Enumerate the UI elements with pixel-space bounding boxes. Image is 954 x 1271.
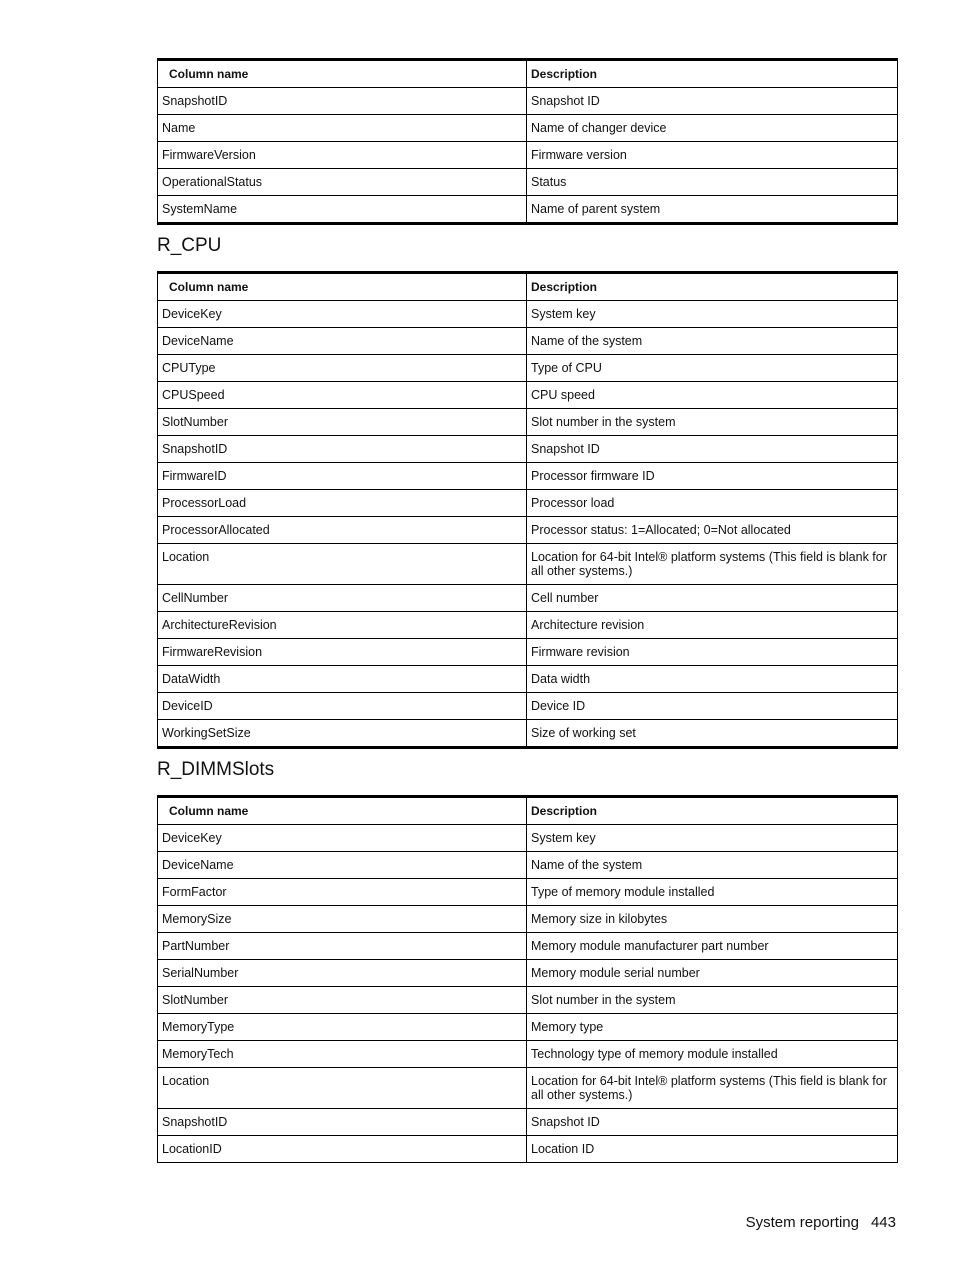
column-name-cell: SlotNumber — [158, 987, 527, 1014]
column-name-cell: OperationalStatus — [158, 169, 527, 196]
column-header: Column name — [158, 797, 527, 825]
table-row — [158, 517, 898, 544]
table-row — [158, 88, 898, 115]
column-name-cell: DeviceKey — [158, 301, 527, 328]
table-row — [158, 825, 898, 852]
description-cell: Memory size in kilobytes — [527, 906, 898, 933]
description-cell: Location for 64-bit Intel® platform systems (This field is blank for all other systems.) — [527, 1068, 898, 1109]
description-cell: Slot number in the system — [527, 409, 898, 436]
description-cell: Device ID — [527, 693, 898, 720]
table-row — [158, 720, 898, 748]
table-row — [158, 852, 898, 879]
table-row — [158, 169, 898, 196]
changer-table — [157, 58, 898, 225]
column-name-cell: SnapshotID — [158, 436, 527, 463]
description-cell: Name of changer device — [527, 115, 898, 142]
table-row — [158, 115, 898, 142]
description-cell: Architecture revision — [527, 612, 898, 639]
description-cell: System key — [527, 301, 898, 328]
r-cpu-table — [157, 271, 898, 749]
description-cell: Snapshot ID — [527, 1109, 898, 1136]
table-row — [158, 142, 898, 169]
table-row — [158, 987, 898, 1014]
description-cell: CPU speed — [527, 382, 898, 409]
column-name-cell: MemoryType — [158, 1014, 527, 1041]
column-name-cell: PartNumber — [158, 933, 527, 960]
table-row — [158, 879, 898, 906]
table-row — [158, 544, 898, 585]
column-name-cell: ArchitectureRevision — [158, 612, 527, 639]
description-cell: Type of CPU — [527, 355, 898, 382]
table-row — [158, 933, 898, 960]
description-cell: Memory type — [527, 1014, 898, 1041]
column-header: Description — [527, 273, 898, 301]
table-row — [158, 409, 898, 436]
column-name-cell: CPUType — [158, 355, 527, 382]
column-name-cell: Name — [158, 115, 527, 142]
table-row — [158, 196, 898, 224]
description-cell: Name of the system — [527, 328, 898, 355]
table-row — [158, 1109, 898, 1136]
column-name-cell: FirmwareVersion — [158, 142, 527, 169]
table-row — [158, 382, 898, 409]
table-row — [158, 328, 898, 355]
table-row — [158, 585, 898, 612]
description-cell: Status — [527, 169, 898, 196]
column-name-cell: Location — [158, 544, 527, 585]
column-header: Description — [527, 797, 898, 825]
table-row — [158, 355, 898, 382]
description-cell: System key — [527, 825, 898, 852]
column-header: Column name — [158, 60, 527, 88]
footer-section-name: System reporting — [745, 1214, 859, 1231]
column-name-cell: FormFactor — [158, 879, 527, 906]
section-title-r-cpu: R_CPU — [157, 235, 222, 256]
page-number: 443 — [870, 1214, 896, 1231]
table-row — [158, 463, 898, 490]
description-cell: Processor load — [527, 490, 898, 517]
column-name-cell: MemoryTech — [158, 1041, 527, 1068]
description-cell: Firmware revision — [527, 639, 898, 666]
description-cell: Firmware version — [527, 142, 898, 169]
description-cell: Name of parent system — [527, 196, 898, 224]
description-cell: Slot number in the system — [527, 987, 898, 1014]
column-name-cell: DeviceKey — [158, 825, 527, 852]
description-cell: Snapshot ID — [527, 436, 898, 463]
column-header: Description — [527, 60, 898, 88]
description-cell: Cell number — [527, 585, 898, 612]
table-row — [158, 612, 898, 639]
column-name-cell: CPUSpeed — [158, 382, 527, 409]
description-cell: Memory module serial number — [527, 960, 898, 987]
document-page — [157, 58, 897, 1163]
description-cell: Size of working set — [527, 720, 898, 748]
table-header-row — [158, 797, 898, 825]
column-name-cell: DeviceName — [158, 852, 527, 879]
column-name-cell: WorkingSetSize — [158, 720, 527, 748]
description-cell: Location ID — [527, 1136, 898, 1163]
description-cell: Technology type of memory module installed — [527, 1041, 898, 1068]
description-cell: Processor status: 1=Allocated; 0=Not allocated — [527, 517, 898, 544]
column-name-cell: Location — [158, 1068, 527, 1109]
page-footer — [746, 1214, 896, 1231]
table-row — [158, 490, 898, 517]
table-row — [158, 639, 898, 666]
column-name-cell: SystemName — [158, 196, 527, 224]
description-cell: Memory module manufacturer part number — [527, 933, 898, 960]
column-name-cell: CellNumber — [158, 585, 527, 612]
table-row — [158, 666, 898, 693]
section-title-r-dimmslots: R_DIMMSlots — [157, 759, 275, 780]
description-cell: Snapshot ID — [527, 88, 898, 115]
description-cell: Type of memory module installed — [527, 879, 898, 906]
table-row — [158, 960, 898, 987]
column-name-cell: DeviceID — [158, 693, 527, 720]
column-name-cell: FirmwareID — [158, 463, 527, 490]
description-cell: Processor firmware ID — [527, 463, 898, 490]
description-cell: Data width — [527, 666, 898, 693]
description-cell: Location for 64-bit Intel® platform systems (This field is blank for all other systems.) — [527, 544, 898, 585]
table-row — [158, 1041, 898, 1068]
table-header-row — [158, 60, 898, 88]
column-name-cell: DeviceName — [158, 328, 527, 355]
r-dimmslots-table — [157, 795, 898, 1163]
table-row — [158, 436, 898, 463]
column-name-cell: SlotNumber — [158, 409, 527, 436]
column-header: Column name — [158, 273, 527, 301]
column-name-cell: DataWidth — [158, 666, 527, 693]
table-header-row — [158, 273, 898, 301]
column-name-cell: SnapshotID — [158, 88, 527, 115]
column-name-cell: MemorySize — [158, 906, 527, 933]
table-row — [158, 301, 898, 328]
column-name-cell: SnapshotID — [158, 1109, 527, 1136]
table-row — [158, 1068, 898, 1109]
column-name-cell: LocationID — [158, 1136, 527, 1163]
table-row — [158, 1014, 898, 1041]
description-cell: Name of the system — [527, 852, 898, 879]
table-row — [158, 693, 898, 720]
column-name-cell: ProcessorAllocated — [158, 517, 527, 544]
column-name-cell: ProcessorLoad — [158, 490, 527, 517]
column-name-cell: SerialNumber — [158, 960, 527, 987]
table-row — [158, 906, 898, 933]
column-name-cell: FirmwareRevision — [158, 639, 527, 666]
table-row — [158, 1136, 898, 1163]
